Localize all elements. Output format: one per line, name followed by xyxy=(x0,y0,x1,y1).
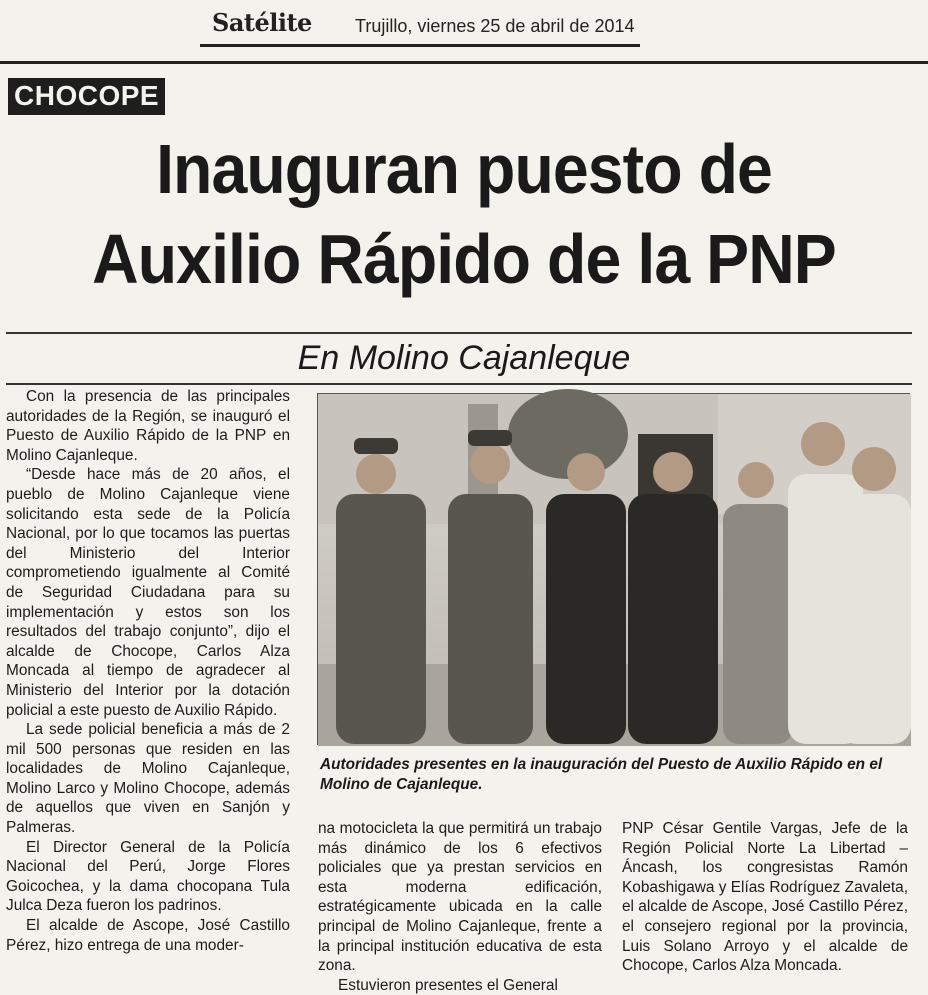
article-column-2 xyxy=(318,819,602,994)
issue-date: Trujillo, viernes 25 de abril de 2014 xyxy=(355,16,635,36)
headline-rule xyxy=(6,332,912,334)
paragraph: “Desde hace más de 20 años, el pueblo de Molino Cajanleque viene solicitando esta sede de la Policía Nacional, por lo que tocamos las puertas del Ministerio del Interior comprometiendo igualmente al Comité de Seguridad Ciudadana para su implementación y estos son los resultados del trabajo conjunto”, dijo el alcalde de Chocope, Carlos Alza Moncada al tiempo de agradecer al Ministerio del Interior por la dotación policial a este puesto de Auxilio Rápido. xyxy=(6,466,290,719)
headline xyxy=(37,124,891,304)
paragraph: La sede policial beneficia a más de 2 mil 500 personas que residen en las localidades de Molino Cajanleque, Molino Larco y Molino Chocope, además de aquellos que viven en Sanjón y Palmeras. xyxy=(6,721,290,837)
newspaper-brand: Satélite xyxy=(212,8,312,37)
article-column-1 xyxy=(6,387,290,977)
masthead xyxy=(200,4,640,47)
header-rule xyxy=(0,61,928,64)
group-photo xyxy=(317,393,910,745)
paragraph: Estuvieron presentes el General xyxy=(338,976,558,994)
photo-caption: Autoridades presentes en la inauguración del Puesto de Auxilio Rápido en el Molino de Cajanleque. xyxy=(320,756,883,793)
headline-line-1: Inauguran puesto de xyxy=(156,130,772,208)
article-column-3 xyxy=(622,819,908,977)
paragraph: El alcalde de Ascope, José Castillo Pérez, hizo entrega de una moder- xyxy=(6,917,290,954)
paragraph: PNP César Gentile Vargas, Jefe de la Región Policial Norte La Libertad – Áncash, los congresistas Ramón Kobashigawa y Elías Rodríguez Zavaleta, el alcalde de Ascope, José Castillo Pérez, el consejero regional por la provincia, Luis Solano Arroyo y el alcalde de Chocope, Carlos Alza Moncada. xyxy=(622,820,908,975)
paragraph: Con la presencia de las principales autoridades de la Región, se inauguró el Puesto de Auxilio Rápido de la PNP en Molino Cajanleque. xyxy=(6,388,290,464)
subheadline: En Molino Cajanleque xyxy=(297,339,631,377)
headline-line-2: Auxilio Rápido de la PNP xyxy=(92,220,836,298)
group-photo-icon xyxy=(318,394,911,746)
subhead-rule xyxy=(6,383,912,385)
paragraph: El Director General de la Policía Nacional del Perú, Jorge Flores Goicochea, y la dama chocopana Tula Julca Deza fueron los padrinos. xyxy=(6,838,290,915)
section-tag: CHOCOPE xyxy=(8,78,165,115)
paragraph: na motocicleta la que permitirá un trabajo más dinámico de los 6 efectivos policiales que ya prestan servicios en esta moderna edificación, estratégicamente ubicada en la calle principal de Molino Cajanleque, frente a la principal institución educativa de esta zona. xyxy=(318,820,602,975)
